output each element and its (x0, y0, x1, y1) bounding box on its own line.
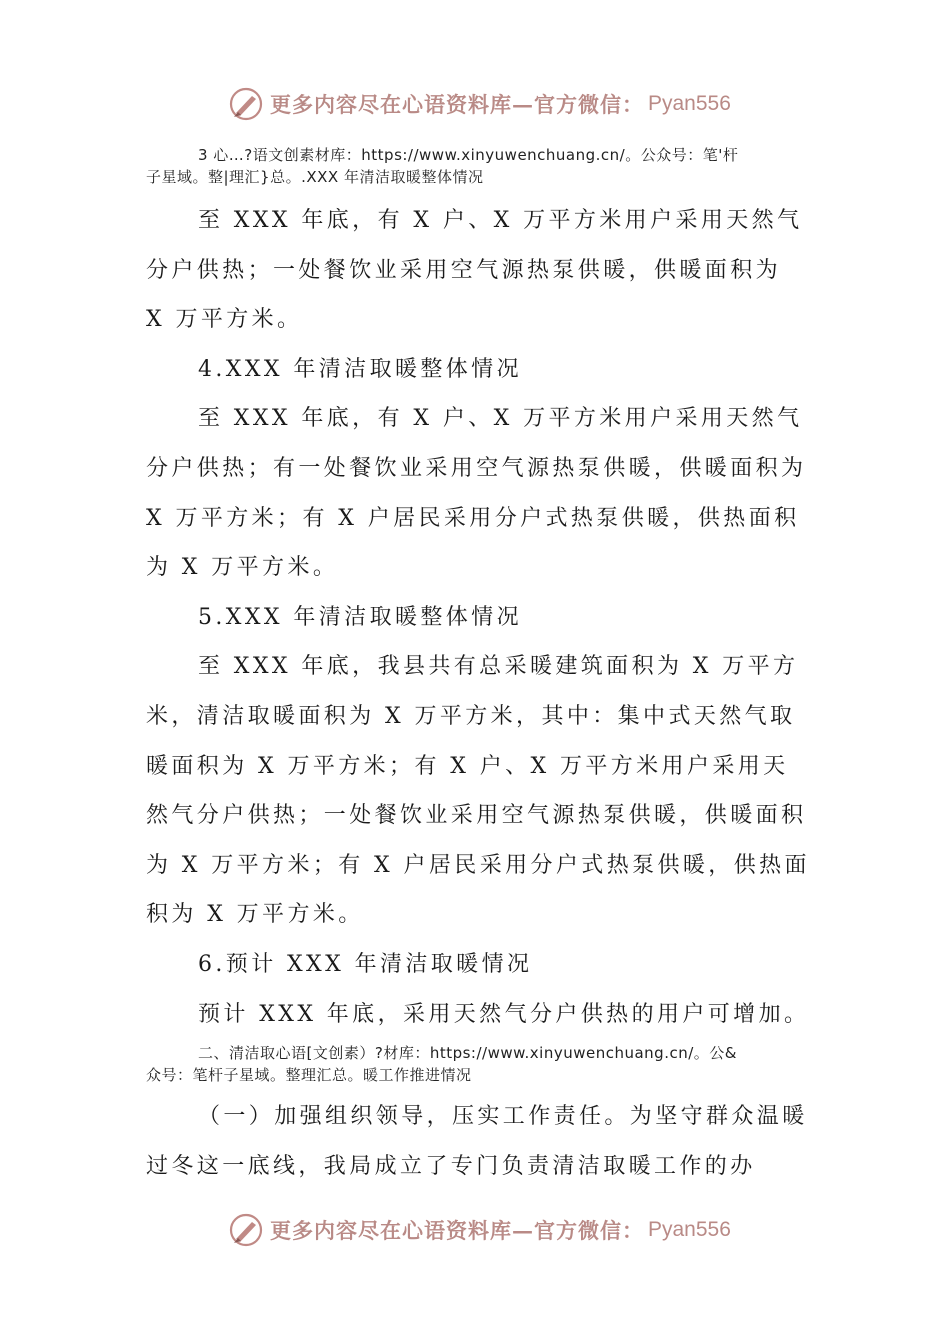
watermark-note-2 (146, 1042, 810, 1086)
section-one-paragraph: （一）加强组织领导，压实工作责任。为坚守群众温暖过冬这一底线，我局成立了专门负责清洁取暖工作的办 (146, 1104, 808, 1179)
watermark-note-1 (146, 144, 810, 188)
section-4-heading: 4.XXX 年清洁取暖整体情况 (198, 356, 522, 382)
header-banner (228, 84, 731, 124)
section-one-block (146, 1092, 810, 1191)
note-2-line-1: 二、清洁取心语[文创素）?材库：https://www.xinyuwenchuang.cn/。公& (198, 1044, 737, 1062)
section-3-paragraph: 至 XXX 年底，有 X 户、X 万平方米用户采用天然气分户供热；一处餐饮业采用空气源热泵供暖，供暖面积为 X 万平方米。 (146, 208, 803, 333)
note-2-line-2: 众号：笔杆子星域。整理汇总。暖工作推进情况 (146, 1066, 472, 1084)
note-1-line-2: 子星域。整|理汇}总。.XXX 年清洁取暖整体情况 (146, 168, 484, 186)
section-6-heading: 6.预计 XXX 年清洁取暖情况 (198, 951, 533, 977)
document-body (146, 196, 810, 1039)
pen-logo-icon (228, 86, 264, 122)
pen-logo-icon (228, 1212, 264, 1248)
section-6-paragraph: 预计 XXX 年底，采用天然气分户供热的用户可增加。 (198, 1001, 810, 1027)
banner-contact: Pyan556 (648, 92, 731, 115)
note-1-line-1: 3 心…?语文创素材库：https://www.xinyuwenchuang.cn/。公众号：笔'杆 (198, 146, 739, 164)
section-5-paragraph: 至 XXX 年底，我县共有总采暖建筑面积为 X 万平方米，清洁取暖面积为 X 万平方米，其中：集中式天然气取暖面积为 X 万平方米；有 X 户、X 万平方米用户采用天然气分户供热；一处餐饮业采用空气源热泵供暖，供暖面积为 X 万平方米；有 X 户居民采用分户式热泵供暖，供热面积为 X 万平方米。 (146, 654, 810, 928)
footer-banner (228, 1210, 731, 1250)
section-5-heading: 5.XXX 年清洁取暖整体情况 (198, 604, 522, 630)
banner-slogan: 更多内容尽在心语资料库—官方微信： (270, 92, 644, 117)
section-4-paragraph: 至 XXX 年底，有 X 户、X 万平方米用户采用天然气分户供热；有一处餐饮业采用空气源热泵供暖，供暖面积为 X 万平方米；有 X 户居民采用分户式热泵供暖，供热面积为 X 万平方米。 (146, 406, 807, 581)
banner-contact: Pyan556 (648, 1218, 731, 1241)
banner-slogan: 更多内容尽在心语资料库—官方微信： (270, 1218, 644, 1243)
